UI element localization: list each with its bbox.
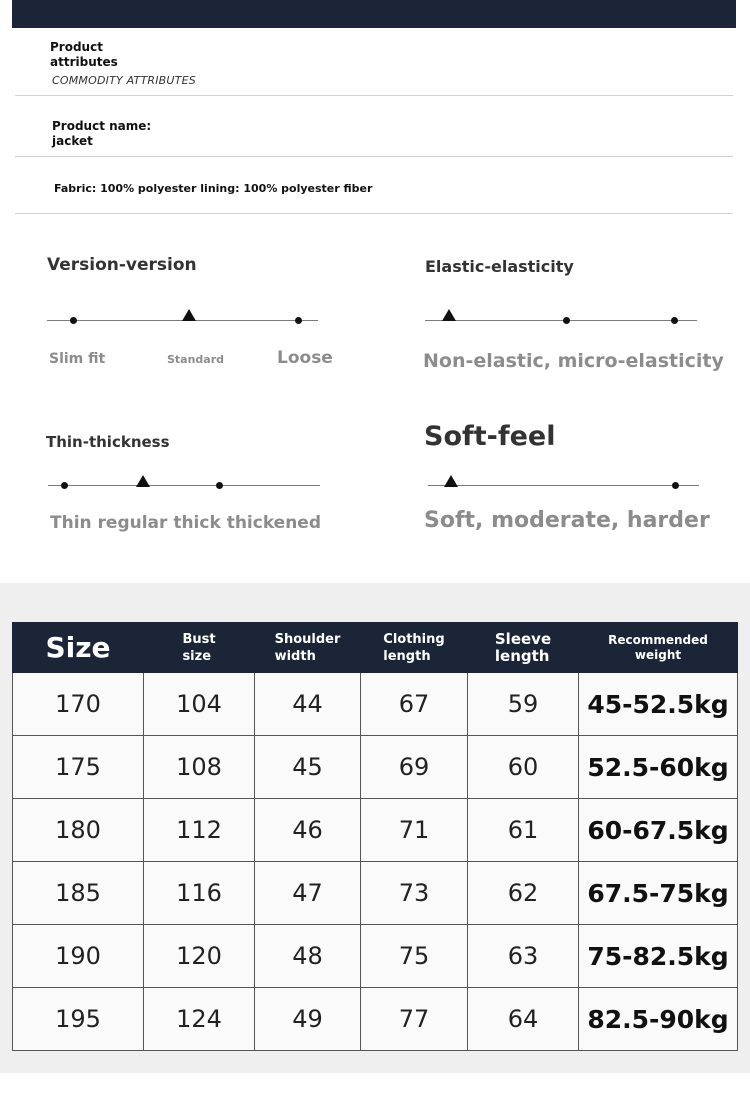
version-marker-dot xyxy=(295,317,302,324)
header-size xyxy=(13,623,144,673)
thickness-marker-dot xyxy=(216,482,223,489)
table-row xyxy=(13,799,738,862)
elastic-marker-dot xyxy=(563,317,570,324)
thickness-scale-line xyxy=(48,485,320,486)
divider xyxy=(15,213,733,214)
cell-shoulder: 47 xyxy=(255,862,361,925)
cell-sleeve: 61 xyxy=(468,799,579,862)
cell-length: 73 xyxy=(361,862,468,925)
product-name-value: jacket xyxy=(52,134,93,148)
table-row xyxy=(13,862,738,925)
cell-size: 190 xyxy=(13,925,144,988)
cell-weight: 67.5-75kg xyxy=(579,862,738,925)
cell-size: 185 xyxy=(13,862,144,925)
cell-shoulder: 44 xyxy=(255,673,361,736)
cell-length: 77 xyxy=(361,988,468,1051)
elastic-label: Non-elastic, micro-elasticity xyxy=(423,350,724,372)
header-shoulder xyxy=(255,623,361,673)
thickness-label: Thin regular thick thickened xyxy=(50,513,322,533)
cell-length: 69 xyxy=(361,736,468,799)
thickness-marker-dot xyxy=(61,482,68,489)
cell-shoulder: 45 xyxy=(255,736,361,799)
header-length-line1: Clothing xyxy=(383,631,445,647)
header-bust-line2: size xyxy=(182,648,212,664)
header-length xyxy=(361,623,468,673)
cell-bust: 120 xyxy=(144,925,255,988)
header-bust xyxy=(144,623,255,673)
header-weight xyxy=(579,623,738,673)
cell-shoulder: 48 xyxy=(255,925,361,988)
cell-weight: 75-82.5kg xyxy=(579,925,738,988)
cell-length: 67 xyxy=(361,673,468,736)
cell-sleeve: 60 xyxy=(468,736,579,799)
cell-weight: 52.5-60kg xyxy=(579,736,738,799)
cell-sleeve: 64 xyxy=(468,988,579,1051)
version-label-slim: Slim fit xyxy=(49,351,106,367)
divider xyxy=(15,95,733,96)
table-header-row xyxy=(13,623,738,673)
header-sleeve-line2: length xyxy=(494,646,550,665)
cell-weight: 45-52.5kg xyxy=(579,673,738,736)
feel-scale-line xyxy=(428,485,699,486)
cell-size: 175 xyxy=(13,736,144,799)
fabric-info: Fabric: 100% polyester lining: 100% polyester fiber xyxy=(54,182,373,195)
cell-weight: 82.5-90kg xyxy=(579,988,738,1051)
cell-size: 195 xyxy=(13,988,144,1051)
header-weight-line2: weight xyxy=(634,647,682,662)
table-row xyxy=(13,925,738,988)
version-selected-triangle xyxy=(182,309,196,321)
cell-shoulder: 46 xyxy=(255,799,361,862)
elastic-scale-line xyxy=(425,320,697,321)
cell-shoulder: 49 xyxy=(255,988,361,1051)
cell-bust: 104 xyxy=(144,673,255,736)
version-title: Version-version xyxy=(47,255,197,275)
feel-title: Soft-feel xyxy=(424,421,556,452)
header-shoulder-line2: width xyxy=(274,648,316,664)
cell-bust: 108 xyxy=(144,736,255,799)
divider xyxy=(15,156,733,157)
product-name xyxy=(52,119,151,149)
attributes-title-line2: attributes xyxy=(50,55,118,69)
cell-length: 75 xyxy=(361,925,468,988)
top-banner xyxy=(12,0,736,28)
thickness-title: Thin-thickness xyxy=(46,433,170,451)
cell-size: 170 xyxy=(13,673,144,736)
table-row xyxy=(13,988,738,1051)
header-bust-line1: Bust xyxy=(182,631,216,647)
feel-label: Soft, moderate, harder xyxy=(424,508,710,533)
header-weight-line1: Recommended xyxy=(608,632,708,647)
table-row xyxy=(13,673,738,736)
cell-sleeve: 59 xyxy=(468,673,579,736)
cell-bust: 124 xyxy=(144,988,255,1051)
header-length-line2: length xyxy=(383,648,431,664)
cell-bust: 112 xyxy=(144,799,255,862)
cell-weight: 60-67.5kg xyxy=(579,799,738,862)
version-label-loose: Loose xyxy=(277,348,333,368)
version-label-standard: Standard xyxy=(167,353,225,366)
cell-length: 71 xyxy=(361,799,468,862)
feel-selected-triangle xyxy=(444,475,458,487)
elastic-selected-triangle xyxy=(442,309,456,321)
cell-bust: 116 xyxy=(144,862,255,925)
cell-sleeve: 62 xyxy=(468,862,579,925)
header-sleeve-line1: Sleeve xyxy=(494,629,552,648)
elastic-marker-dot xyxy=(671,317,678,324)
header-size-label: Size xyxy=(45,631,111,664)
attributes-subtitle: COMMODITY ATTRIBUTES xyxy=(52,74,196,87)
size-chart-table xyxy=(12,622,738,1051)
header-shoulder-line1: Shoulder xyxy=(274,631,341,647)
feel-marker-dot xyxy=(672,482,679,489)
table-row xyxy=(13,736,738,799)
version-marker-dot xyxy=(70,317,77,324)
elastic-title: Elastic-elasticity xyxy=(425,257,574,276)
attributes-title xyxy=(50,40,118,70)
attributes-title-line1: Product xyxy=(50,40,103,54)
header-sleeve xyxy=(468,623,579,673)
thickness-selected-triangle xyxy=(136,475,150,487)
cell-size: 180 xyxy=(13,799,144,862)
product-name-label: Product name: xyxy=(52,119,152,133)
cell-sleeve: 63 xyxy=(468,925,579,988)
